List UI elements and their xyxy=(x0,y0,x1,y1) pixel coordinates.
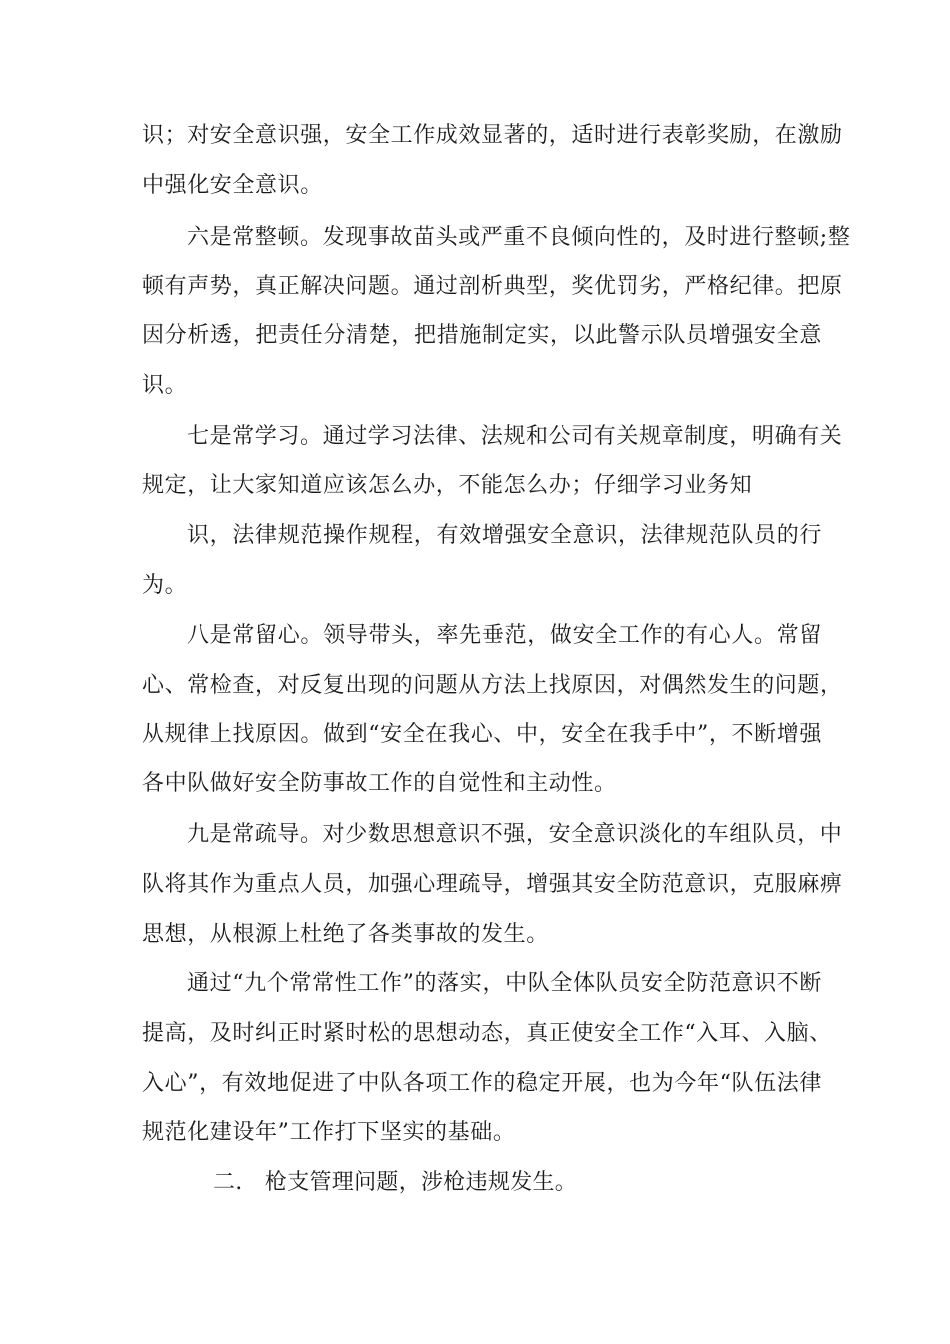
text-line: 各中队做好安全防事故工作的自觉性和主动性。 xyxy=(142,771,617,796)
text-line: 心、常检查，对反复出现的问题从方法上找原因，对偶然发生的问题， xyxy=(142,673,843,698)
paragraph-first-line: 八是常留心。领导带头，率先垂范，做安全工作的有心人。常留 xyxy=(187,623,822,648)
text-line: 中强化安全意识。 xyxy=(142,173,323,198)
text-line: 识；对安全意识强，安全工作成效显著的，适时进行表彰奖励，在激励 xyxy=(142,123,843,148)
text-line: 提高，及时纠正时紧时松的思想动态，真正使安全工作“入耳、入脑、 xyxy=(142,1021,832,1046)
text-line: 为。 xyxy=(142,573,188,598)
text-line: 识，法律规范操作规程，有效增强安全意识，法律规范队员的行 xyxy=(187,523,822,548)
text-line: 规范化建设年”工作打下坚实的基础。 xyxy=(142,1120,516,1145)
text-line: 因分析透，把责任分清楚，把措施制定实，以此警示队员增强安全意 xyxy=(142,323,822,348)
section-heading: 二. 枪支管理问题，涉枪违规发生。 xyxy=(213,1170,578,1195)
text-line: 队将其作为重点人员，加强心理疏导，增强其安全防范意识，克服麻痹 xyxy=(142,872,843,897)
text-line: 识。 xyxy=(142,373,188,398)
text-line: 从规律上找原因。做到“安全在我心、中，安全在我手中”，不断增强 xyxy=(142,722,822,747)
paragraph-first-line: 七是常学习。通过学习法律、法规和公司有关规章制度，明确有关 xyxy=(187,424,843,449)
text-line: 思想，从根源上杜绝了各类事故的发生。 xyxy=(142,922,549,947)
paragraph-first-line: 六是常整顿。发现事故苗头或严重不良倾向性的，及时进行整顿;整 xyxy=(187,225,851,250)
text-line: 规定，让大家知道应该怎么办，不能怎么办；仔细学习业务知 xyxy=(142,473,753,498)
text-line: 顿有声势，真正解决问题。通过剖析典型，奖优罚劣，严格纪律。把原 xyxy=(142,274,843,299)
paragraph-first-line: 九是常疏导。对少数思想意识不强，安全意识淡化的车组队员，中 xyxy=(187,822,843,847)
paragraph-first-line: 通过“九个常常性工作”的落实，中队全体队员安全防范意识不断 xyxy=(187,971,822,996)
text-line: 入心”，有效地促进了中队各项工作的稳定开展，也为今年“队伍法律 xyxy=(142,1071,822,1096)
